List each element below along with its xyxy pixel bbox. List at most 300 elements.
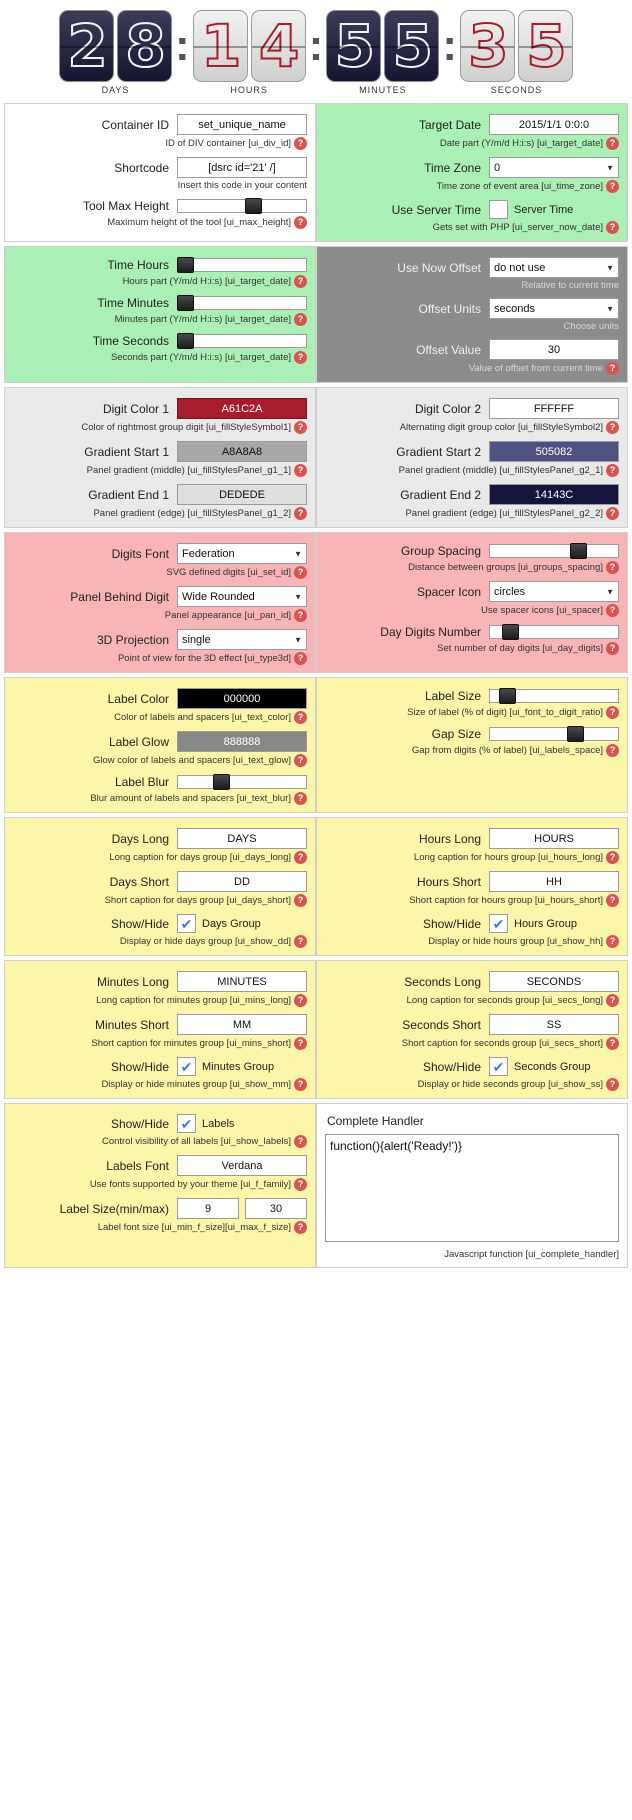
help-icon[interactable]: ? [606,894,619,907]
minutes-long-input[interactable] [177,971,307,992]
slider-knob[interactable] [177,295,194,311]
label-glow-hint: Glow color of labels and spacers [ui_text_glow] [92,755,291,766]
chevron-down-icon: ▼ [606,587,614,596]
slider-knob[interactable] [245,198,262,214]
seconds-caption: SECONDS [490,85,543,95]
container-id-hint-row [13,137,307,150]
time-zone-hint-row [325,180,619,193]
time-minutes-hint: Minutes part (Y/m/d H:i:s) [ui_target_date] [114,314,291,325]
labels-size-min-input[interactable] [177,1198,239,1219]
digit-color-2-input[interactable] [489,398,619,419]
help-icon[interactable]: ? [606,421,619,434]
field-now-offset [325,257,619,278]
slider-knob[interactable] [567,726,584,742]
container-id-label: Container ID [101,117,169,132]
shortcode-hint: Insert this code in your content [177,180,307,191]
complete-handler-hint: Javascript function [ui_complete_handler] [444,1249,619,1260]
help-icon[interactable]: ? [606,507,619,520]
days-caption: DAYS [101,85,130,95]
minutes-show-hint-row [13,1078,307,1091]
slider-knob[interactable] [570,543,587,559]
days-show-checkbox-label: Days Group [202,917,261,930]
hours-long-input[interactable] [489,828,619,849]
shortcode-label: Shortcode [114,160,169,175]
help-icon[interactable]: ? [606,935,619,948]
time-seconds-hint: Seconds part (Y/m/d H:i:s) [ui_target_date] [110,352,291,363]
separator-colon-3: : [442,21,457,70]
time-minutes-slider[interactable] [177,295,307,311]
panel-colors-1 [4,387,316,528]
seconds-digits [460,10,573,82]
gradient-start-2-hint-row [325,464,619,477]
seconds-long-input[interactable] [489,971,619,992]
help-icon[interactable]: ? [606,642,619,655]
labels-show-checkbox-label: Labels [202,1117,235,1130]
slider-track [177,334,307,348]
field-days-show [13,914,307,933]
gradient-end-1-input[interactable] [177,484,307,505]
server-time-hint-row [325,221,619,234]
container-id-hint: ID of DIV container [ui_div_id] [165,138,291,149]
complete-handler-title: Complete Handler [327,1114,424,1128]
minutes-long-label: Minutes Long [96,974,169,989]
field-seconds-show [325,1057,619,1076]
now-offset-hint-row [325,280,619,291]
labels-show-hint-row [13,1135,307,1148]
label-blur-label: Label Blur [114,775,169,789]
panel-complete-handler [316,1103,628,1268]
hours-short-hint: Short caption for hours group [ui_hours_short] [409,895,603,906]
labels-show-hint: Control visibility of all labels [ui_show_labels] [101,1136,291,1147]
hours-show-checkbox[interactable]: ✔ [489,914,508,933]
help-icon[interactable]: ? [606,1078,619,1091]
gradient-start-2-hint: Panel gradient (middle) [ui_fillStylesPanel_g2_1] [398,465,603,476]
digit-glyph: 5 [392,12,431,80]
days-short-input[interactable] [177,871,307,892]
offset-value-label: Offset Value [416,342,481,357]
help-icon[interactable]: ? [294,754,307,767]
minutes-digits [326,10,439,82]
panel-behind-hint: Panel appearance [ui_pan_id] [164,610,291,621]
hours-short-label: Hours Short [416,874,481,889]
digits-font-hint: SVG defined digits [ui_set_id] [166,567,291,578]
digit-glyph: 4 [258,12,298,80]
days-show-hint-row [13,935,307,948]
minutes-long-hint: Long caption for minutes group [ui_mins_long] [96,995,291,1006]
field-time-minutes [13,295,307,311]
day-digits-slider[interactable] [489,624,619,640]
spacer-icon-select[interactable] [489,581,619,602]
offset-units-label: Offset Units [418,301,481,316]
offset-units-hint: Choose units [563,321,619,332]
hours-digit-1 [193,10,248,82]
now-offset-select[interactable] [489,257,619,278]
digit-color-2-hint-row [325,421,619,434]
target-date-input[interactable] [489,114,619,135]
digits-font-label: Digits Font [111,546,169,561]
seconds-short-hint: Short caption for seconds group [ui_secs_short] [401,1038,603,1049]
labels-show-label: Show/Hide [110,1116,169,1131]
server-time-hint: Gets set with PHP [ui_server_now_date] [432,222,603,233]
panel-seconds-group [316,960,628,1099]
seconds-short-label: Seconds Short [402,1017,481,1032]
seconds-show-hint-row [325,1078,619,1091]
label-size-slider[interactable] [489,688,619,704]
label-size-hint-row [325,706,619,719]
label-color-hint-row [13,711,307,724]
help-icon[interactable]: ? [294,216,307,229]
projection-hint: Point of view for the 3D effect [ui_type3d] [117,653,291,664]
panel-behind-hint-row [13,609,307,622]
seconds-long-hint-row [325,994,619,1007]
label-glow-label: Label Glow [108,734,169,749]
group-spacing-hint: Distance between groups [ui_groups_spacing] [408,562,603,573]
label-color-label: Label Color [107,691,169,706]
field-digit-color-1 [13,398,307,419]
time-zone-select[interactable] [489,157,619,178]
help-icon[interactable]: ? [606,994,619,1007]
help-icon[interactable]: ? [294,1221,307,1234]
days-digit-1 [59,10,114,82]
help-icon[interactable]: ? [294,935,307,948]
field-days-long [13,828,307,849]
countdown-group-days [59,10,172,95]
help-icon[interactable]: ? [606,221,619,234]
digit-glyph: 5 [334,12,373,80]
slider-knob[interactable] [499,688,516,704]
now-offset-hint: Relative to current time [521,280,619,291]
hours-show-label: Show/Hide [422,916,481,931]
days-show-checkbox[interactable]: ✔ [177,914,196,933]
digit-color-1-input[interactable] [177,398,307,419]
labels-font-hint: Use fonts supported by your theme [ui_f_family] [89,1179,291,1190]
container-id-input[interactable] [177,114,307,135]
labels-font-label: Labels Font [106,1158,169,1173]
gradient-end-1-hint: Panel gradient (edge) [ui_fillStylesPanel_g1_2] [93,508,291,519]
help-icon[interactable]: ? [294,652,307,665]
gap-size-slider[interactable] [489,726,619,742]
time-zone-hint: Time zone of event area [ui_time_zone] [436,181,603,192]
help-icon[interactable]: ? [294,421,307,434]
field-day-digits [325,624,619,640]
field-minutes-show [13,1057,307,1076]
countdown-preview [0,0,632,99]
help-icon[interactable]: ? [294,1135,307,1148]
chevron-down-icon: ▼ [294,549,302,558]
field-3d-projection [13,629,307,650]
digit-color-1-label: Digit Color 1 [102,401,169,416]
time-seconds-label: Time Seconds [92,334,169,348]
complete-handler-textarea[interactable] [325,1134,619,1242]
help-icon[interactable]: ? [294,313,307,326]
days-long-hint: Long caption for days group [ui_days_long] [109,852,291,863]
field-labels-show [13,1114,307,1133]
panel-target-date [316,103,628,242]
field-time-hours [13,257,307,273]
label-glow-input[interactable] [177,731,307,752]
help-icon[interactable]: ? [606,851,619,864]
days-show-hint: Display or hide days group [ui_show_dd] [119,936,291,947]
minutes-short-input[interactable] [177,1014,307,1035]
help-icon[interactable]: ? [294,137,307,150]
max-height-slider[interactable] [177,198,307,214]
gradient-start-1-input[interactable] [177,441,307,462]
group-spacing-slider[interactable] [489,543,619,559]
projection-select[interactable] [177,629,307,650]
panel-label-style-2 [316,677,628,813]
digits-font-select[interactable] [177,543,307,564]
minutes-short-label: Minutes Short [94,1017,169,1032]
label-blur-hint-row [13,792,307,805]
chevron-down-icon: ▼ [606,304,614,313]
field-minutes-short [13,1014,307,1035]
chevron-down-icon: ▼ [606,263,614,272]
spacer-hint [325,789,619,800]
digit-glyph: 3 [468,12,507,80]
slider-knob[interactable] [177,257,194,273]
seconds-long-hint: Long caption for seconds group [ui_secs_long] [406,995,603,1006]
labels-size-label: Label Size(min/max) [59,1201,169,1216]
panel-appearance-1 [4,532,316,673]
server-time-checkbox-label: Server Time [514,203,574,216]
panel-labels-global [4,1103,316,1268]
digit-glyph: 5 [526,12,565,80]
projection-hint-row [13,652,307,665]
field-gradient-start-1 [13,441,307,462]
days-show-label: Show/Hide [110,916,169,931]
labels-size-hint: Label font size [ui_min_f_size][ui_max_f_size] [97,1222,291,1233]
slider-knob[interactable] [502,624,519,640]
offset-units-select[interactable] [489,298,619,319]
hours-short-input[interactable] [489,871,619,892]
help-icon[interactable]: ? [294,351,307,364]
panel-hours-group [316,817,628,956]
hours-digits [193,10,306,82]
days-long-hint-row [13,851,307,864]
days-long-input[interactable] [177,828,307,849]
gap-size-hint-row [325,744,619,757]
help-icon[interactable]: ? [606,744,619,757]
spacer-row [325,764,619,787]
countdown-group-seconds [460,10,573,95]
help-icon[interactable]: ? [606,706,619,719]
day-digits-hint-row [325,642,619,655]
field-label-size [325,688,619,704]
time-minutes-label: Time Minutes [97,296,169,310]
field-spacer-icon [325,581,619,602]
help-icon[interactable]: ? [606,1037,619,1050]
panel-minutes-group [4,960,316,1099]
field-label-color [13,688,307,709]
digit-color-2-label: Digit Color 2 [414,401,481,416]
field-gradient-end-2 [325,484,619,505]
hours-show-hint-row [325,935,619,948]
gradient-start-1-label: Gradient Start 1 [84,444,169,459]
label-size-label: Label Size [424,689,481,703]
help-icon[interactable]: ? [294,851,307,864]
field-time-seconds [13,333,307,349]
digit-color-1-hint: Color of rightmost group digit [ui_fillStyleSymbol1] [81,422,291,433]
days-digits [59,10,172,82]
panel-appearance-2 [316,532,628,673]
seconds-short-hint-row [325,1037,619,1050]
slider-knob[interactable] [177,333,194,349]
minutes-show-checkbox[interactable]: ✔ [177,1057,196,1076]
max-height-label: Tool Max Height [82,199,169,213]
panel-time-parts [4,246,316,383]
panel-colors-2 [316,387,628,528]
slider-track [489,544,619,558]
field-hours-short [325,871,619,892]
field-gradient-end-1 [13,484,307,505]
field-digits-font [13,543,307,564]
days-short-hint-row [13,894,307,907]
time-minutes-hint-row [13,313,307,326]
hours-show-hint: Display or hide hours group [ui_show_hh] [428,936,603,947]
server-time-checkbox[interactable] [489,200,508,219]
shortcode-hint-row [13,180,307,191]
target-date-label: Target Date [418,117,481,132]
field-seconds-short [325,1014,619,1035]
field-group-spacing [325,543,619,559]
help-icon[interactable]: ? [606,604,619,617]
label-blur-slider[interactable] [177,774,307,790]
help-icon[interactable]: ? [294,711,307,724]
digit-color-2-hint: Alternating digit group color [ui_fillStyleSymbol2] [399,422,603,433]
label-size-hint: Size of label (% of digit) [ui_font_to_digit_ratio] [407,707,603,718]
gradient-start-2-label: Gradient Start 2 [396,444,481,459]
days-digit-2 [117,10,172,82]
offset-value-input[interactable] [489,339,619,360]
help-icon[interactable]: ? [294,566,307,579]
help-icon[interactable]: ? [606,561,619,574]
group-spacing-hint-row [325,561,619,574]
time-zone-label: Time Zone [424,160,481,175]
time-hours-hint: Hours part (Y/m/d H:i:s) [ui_target_date] [122,276,291,287]
field-days-short [13,871,307,892]
field-minutes-long [13,971,307,992]
digit-glyph: 2 [67,12,106,80]
help-icon[interactable]: ? [294,1178,307,1191]
help-icon[interactable]: ? [606,464,619,477]
spacer-icon-label: Spacer Icon [416,584,481,599]
hours-show-checkbox-label: Hours Group [514,917,577,930]
gap-size-hint: Gap from digits (% of label) [ui_labels_space] [411,745,603,756]
minutes-show-checkbox-label: Minutes Group [202,1060,275,1073]
minutes-show-label: Show/Hide [110,1059,169,1074]
digit-color-1-hint-row [13,421,307,434]
help-icon[interactable]: ? [294,507,307,520]
field-labels-font [13,1155,307,1176]
chevron-down-icon: ▼ [606,163,614,172]
help-icon[interactable]: ? [606,180,619,193]
gradient-end-2-input[interactable] [489,484,619,505]
help-icon[interactable]: ? [294,994,307,1007]
field-max-height [13,198,307,214]
panel-behind-select[interactable] [177,586,307,607]
complete-handler-hint-row [325,1249,619,1260]
gradient-end-2-label: Gradient End 2 [400,487,481,502]
field-label-blur [13,774,307,790]
group-spacing-label: Group Spacing [400,544,481,558]
help-icon[interactable]: ? [606,362,619,375]
field-time-zone [325,157,619,178]
slider-track [489,727,619,741]
help-icon[interactable]: ? [606,137,619,150]
hours-digit-2 [251,10,306,82]
time-hours-slider[interactable] [177,257,307,273]
days-short-hint: Short caption for days group [ui_days_short] [104,895,291,906]
seconds-show-checkbox[interactable]: ✔ [489,1057,508,1076]
server-time-label: Use Server Time [391,202,481,217]
field-label-glow [13,731,307,752]
countdown-group-hours [193,10,306,95]
panel-container [4,103,316,242]
settings-grid [0,99,632,1276]
labels-show-checkbox[interactable]: ✔ [177,1114,196,1133]
max-height-hint-row [13,216,307,229]
hours-long-hint-row [325,851,619,864]
panel-now-offset [316,246,628,383]
gradient-start-1-hint-row [13,464,307,477]
seconds-digit-2 [518,10,573,82]
help-icon[interactable]: ? [294,464,307,477]
field-shortcode [13,157,307,178]
help-icon[interactable]: ? [294,1078,307,1091]
help-icon[interactable]: ? [294,1037,307,1050]
slider-track [177,775,307,789]
digit-glyph: 1 [200,12,240,80]
slider-track [177,199,307,213]
help-icon[interactable]: ? [294,609,307,622]
slider-track [177,296,307,310]
gradient-end-1-hint-row [13,507,307,520]
field-container-id [13,114,307,135]
hours-long-hint: Long caption for hours group [ui_hours_long] [413,852,603,863]
projection-label: 3D Projection [96,632,169,647]
target-date-hint-row [325,137,619,150]
time-hours-label: Time Hours [107,258,169,272]
label-color-input[interactable] [177,688,307,709]
time-seconds-slider[interactable] [177,333,307,349]
shortcode-input[interactable] [177,157,307,178]
slider-knob[interactable] [213,774,230,790]
help-icon[interactable]: ? [294,275,307,288]
separator-colon-2: : [308,21,324,70]
help-icon[interactable]: ? [294,894,307,907]
chevron-down-icon: ▼ [294,592,302,601]
time-hours-hint-row [13,275,307,288]
hours-caption: HOURS [230,85,268,95]
minutes-caption: MINUTES [359,85,407,95]
field-gap-size [325,726,619,742]
gradient-start-2-input[interactable] [489,441,619,462]
seconds-short-input[interactable] [489,1014,619,1035]
gradient-end-2-hint-row [325,507,619,520]
minutes-digit-1 [326,10,381,82]
field-server-time [325,200,619,219]
labels-font-input[interactable] [177,1155,307,1176]
field-target-date [325,114,619,135]
field-hours-show [325,914,619,933]
spacer-icon-hint-row [325,604,619,617]
digit-glyph: 8 [125,12,164,80]
field-digit-color-2 [325,398,619,419]
labels-size-max-input[interactable] [245,1198,307,1219]
help-icon[interactable]: ? [294,792,307,805]
field-gradient-start-2 [325,441,619,462]
panel-days-group [4,817,316,956]
